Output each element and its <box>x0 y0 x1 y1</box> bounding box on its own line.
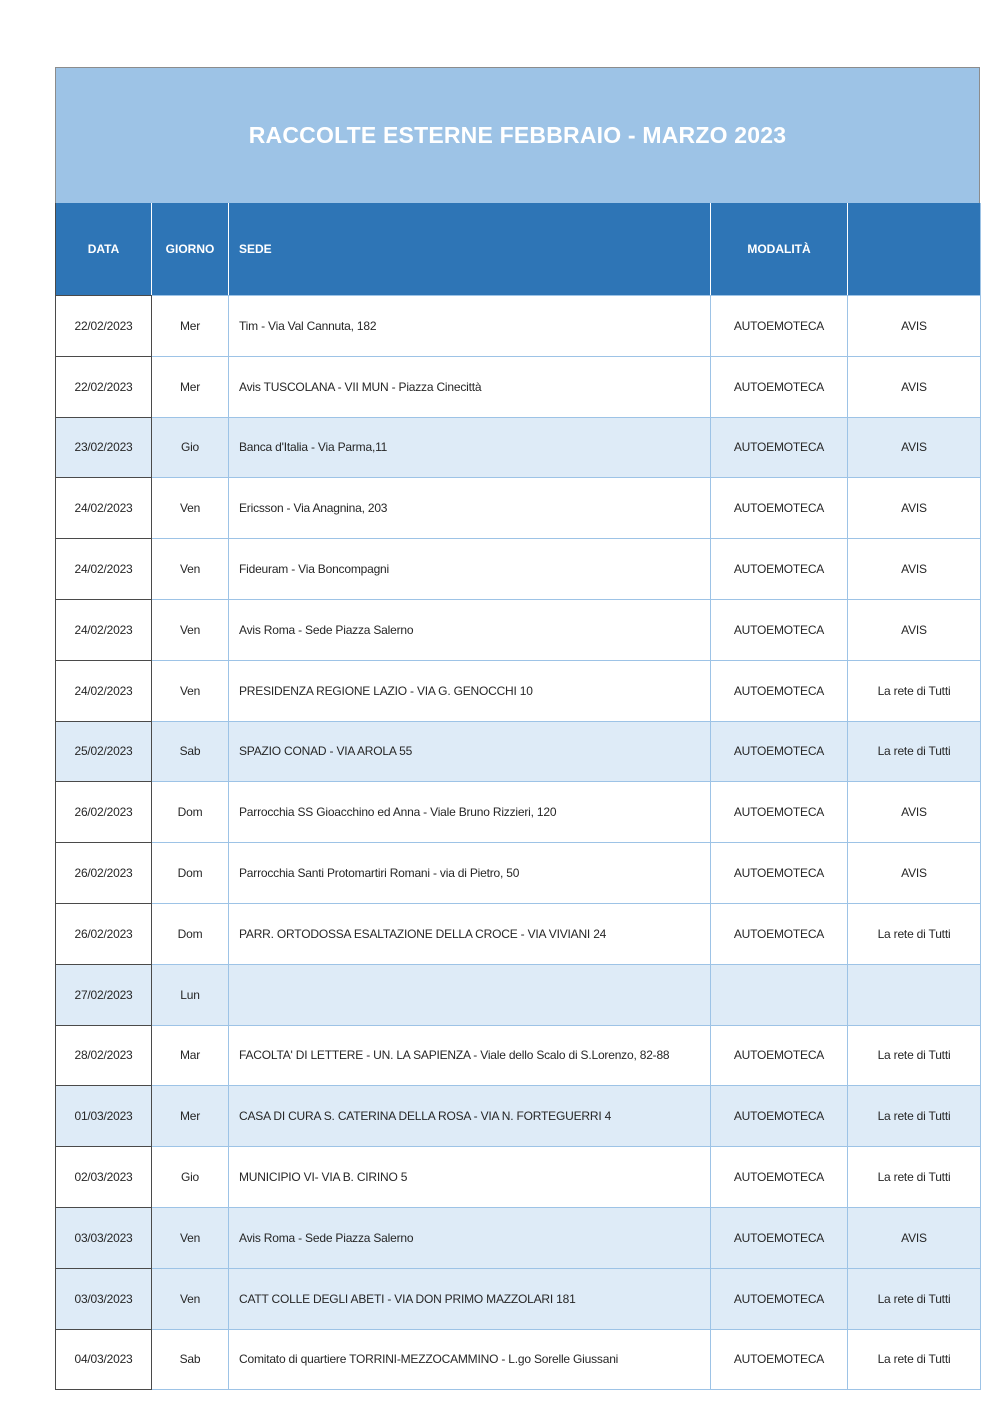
cell-org[interactable] <box>848 964 981 1025</box>
cell-day[interactable]: Mer <box>152 1086 229 1147</box>
cell-venue[interactable]: SPAZIO CONAD - VIA AROLA 55 <box>229 721 711 782</box>
cell-day[interactable]: Ven <box>152 478 229 539</box>
column-header-data[interactable]: DATA <box>56 203 152 296</box>
cell-mode[interactable]: AUTOEMOTECA <box>711 721 848 782</box>
cell-day[interactable]: Ven <box>152 1268 229 1329</box>
cell-mode[interactable]: AUTOEMOTECA <box>711 356 848 417</box>
table-row <box>56 903 981 964</box>
cell-mode[interactable]: AUTOEMOTECA <box>711 1268 848 1329</box>
header-row <box>56 203 981 296</box>
cell-day[interactable]: Ven <box>152 539 229 600</box>
cell-date[interactable]: 22/02/2023 <box>56 296 152 357</box>
table-row <box>56 417 981 478</box>
cell-org[interactable]: AVIS <box>848 356 981 417</box>
cell-org[interactable]: AVIS <box>848 539 981 600</box>
cell-venue[interactable] <box>229 964 711 1025</box>
cell-day[interactable]: Dom <box>152 903 229 964</box>
cell-org[interactable]: AVIS <box>848 599 981 660</box>
table-row <box>56 1086 981 1147</box>
cell-org[interactable]: AVIS <box>848 1207 981 1268</box>
cell-mode[interactable]: AUTOEMOTECA <box>711 1086 848 1147</box>
cell-venue[interactable]: PARR. ORTODOSSA ESALTAZIONE DELLA CROCE - VIA VIVIANI 24 <box>229 903 711 964</box>
cell-org[interactable]: La rete di Tutti <box>848 903 981 964</box>
cell-mode[interactable]: AUTOEMOTECA <box>711 843 848 904</box>
cell-date[interactable]: 26/02/2023 <box>56 843 152 904</box>
cell-venue[interactable]: Parrocchia SS Gioacchino ed Anna - Viale Bruno Rizzieri, 120 <box>229 782 711 843</box>
table-row <box>56 1025 981 1086</box>
cell-day[interactable]: Sab <box>152 1329 229 1390</box>
cell-venue[interactable]: Comitato di quartiere TORRINI-MEZZOCAMMINO - L.go Sorelle Giussani <box>229 1329 711 1390</box>
cell-date[interactable]: 24/02/2023 <box>56 478 152 539</box>
cell-org[interactable]: La rete di Tutti <box>848 660 981 721</box>
cell-mode[interactable]: AUTOEMOTECA <box>711 417 848 478</box>
table-row <box>56 843 981 904</box>
cell-org[interactable]: La rete di Tutti <box>848 1086 981 1147</box>
cell-org[interactable]: La rete di Tutti <box>848 1329 981 1390</box>
cell-venue[interactable]: FACOLTA' DI LETTERE - UN. LA SAPIENZA - Viale dello Scalo di S.Lorenzo, 82-88 <box>229 1025 711 1086</box>
table-row <box>56 1329 981 1390</box>
cell-mode[interactable]: AUTOEMOTECA <box>711 903 848 964</box>
cell-date[interactable]: 26/02/2023 <box>56 903 152 964</box>
cell-org[interactable]: AVIS <box>848 417 981 478</box>
table-row <box>56 660 981 721</box>
cell-venue[interactable]: Ericsson - Via Anagnina, 203 <box>229 478 711 539</box>
cell-mode[interactable]: AUTOEMOTECA <box>711 478 848 539</box>
cell-day[interactable]: Mer <box>152 356 229 417</box>
cell-venue[interactable]: CATT COLLE DEGLI ABETI - VIA DON PRIMO MAZZOLARI 181 <box>229 1268 711 1329</box>
table-row <box>56 1207 981 1268</box>
column-header-modalita[interactable]: MODALITÀ <box>711 203 848 296</box>
table-row <box>56 478 981 539</box>
cell-date[interactable]: 22/02/2023 <box>56 356 152 417</box>
table-row <box>56 1147 981 1208</box>
cell-venue[interactable]: PRESIDENZA REGIONE LAZIO - VIA G. GENOCCHI 10 <box>229 660 711 721</box>
cell-mode[interactable]: AUTOEMOTECA <box>711 599 848 660</box>
cell-date[interactable]: 27/02/2023 <box>56 964 152 1025</box>
table-body <box>56 296 981 1390</box>
cell-mode[interactable]: AUTOEMOTECA <box>711 296 848 357</box>
column-header-giorno[interactable]: GIORNO <box>152 203 229 296</box>
cell-day[interactable]: Dom <box>152 843 229 904</box>
table-row <box>56 782 981 843</box>
table-row <box>56 721 981 782</box>
cell-day[interactable]: Mer <box>152 296 229 357</box>
cell-mode[interactable]: AUTOEMOTECA <box>711 1147 848 1208</box>
cell-date[interactable]: 25/02/2023 <box>56 721 152 782</box>
cell-date[interactable]: 24/02/2023 <box>56 660 152 721</box>
cell-day[interactable]: Gio <box>152 1147 229 1208</box>
cell-day[interactable]: Ven <box>152 599 229 660</box>
cell-venue[interactable]: Avis Roma - Sede Piazza Salerno <box>229 1207 711 1268</box>
cell-date[interactable]: 24/02/2023 <box>56 539 152 600</box>
cell-day[interactable]: Lun <box>152 964 229 1025</box>
cell-venue[interactable]: MUNICIPIO VI- VIA B. CIRINO 5 <box>229 1147 711 1208</box>
cell-mode[interactable] <box>711 964 848 1025</box>
cell-venue[interactable]: Avis Roma - Sede Piazza Salerno <box>229 599 711 660</box>
cell-org[interactable]: AVIS <box>848 782 981 843</box>
cell-date[interactable]: 02/03/2023 <box>56 1147 152 1208</box>
cell-date[interactable]: 28/02/2023 <box>56 1025 152 1086</box>
cell-mode[interactable]: AUTOEMOTECA <box>711 1329 848 1390</box>
cell-date[interactable]: 26/02/2023 <box>56 782 152 843</box>
cell-org[interactable]: AVIS <box>848 843 981 904</box>
collections-table <box>55 67 980 1390</box>
table-title: RACCOLTE ESTERNE FEBBRAIO - MARZO 2023 <box>248 122 787 148</box>
cell-org[interactable]: AVIS <box>848 296 981 357</box>
cell-date[interactable]: 03/03/2023 <box>56 1207 152 1268</box>
table-row <box>56 296 981 357</box>
cell-venue[interactable]: Fideuram - Via Boncompagni <box>229 539 711 600</box>
cell-mode[interactable]: AUTOEMOTECA <box>711 539 848 600</box>
cell-venue[interactable]: Banca d'Italia - Via Parma,11 <box>229 417 711 478</box>
cell-venue[interactable]: CASA DI CURA S. CATERINA DELLA ROSA - VIA N. FORTEGUERRI 4 <box>229 1086 711 1147</box>
column-header-org[interactable] <box>848 203 981 296</box>
cell-day[interactable]: Sab <box>152 721 229 782</box>
cell-date[interactable]: 23/02/2023 <box>56 417 152 478</box>
cell-day[interactable]: Gio <box>152 417 229 478</box>
cell-day[interactable]: Dom <box>152 782 229 843</box>
table-row <box>56 356 981 417</box>
cell-date[interactable]: 24/02/2023 <box>56 599 152 660</box>
cell-venue[interactable]: Tim - Via Val Cannuta, 182 <box>229 296 711 357</box>
cell-date[interactable]: 03/03/2023 <box>56 1268 152 1329</box>
cell-org[interactable]: AVIS <box>848 478 981 539</box>
cell-day[interactable]: Ven <box>152 660 229 721</box>
cell-org[interactable]: La rete di Tutti <box>848 1025 981 1086</box>
cell-org[interactable]: La rete di Tutti <box>848 1268 981 1329</box>
cell-date[interactable]: 04/03/2023 <box>56 1329 152 1390</box>
table-row <box>56 964 981 1025</box>
table-row <box>56 1268 981 1329</box>
cell-org[interactable]: La rete di Tutti <box>848 721 981 782</box>
cell-mode[interactable]: AUTOEMOTECA <box>711 660 848 721</box>
table-row <box>56 539 981 600</box>
cell-org[interactable]: La rete di Tutti <box>848 1147 981 1208</box>
cell-mode[interactable]: AUTOEMOTECA <box>711 1025 848 1086</box>
cell-day[interactable]: Mar <box>152 1025 229 1086</box>
cell-venue[interactable]: Avis TUSCOLANA - VII MUN - Piazza Cinecittà <box>229 356 711 417</box>
table-title-banner[interactable] <box>55 67 980 203</box>
table-row <box>56 599 981 660</box>
column-header-sede[interactable]: SEDE <box>229 203 711 296</box>
cell-mode[interactable]: AUTOEMOTECA <box>711 782 848 843</box>
cell-day[interactable]: Ven <box>152 1207 229 1268</box>
cell-mode[interactable]: AUTOEMOTECA <box>711 1207 848 1268</box>
cell-date[interactable]: 01/03/2023 <box>56 1086 152 1147</box>
cell-venue[interactable]: Parrocchia Santi Protomartiri Romani - via di Pietro, 50 <box>229 843 711 904</box>
collections-grid <box>55 203 981 1390</box>
